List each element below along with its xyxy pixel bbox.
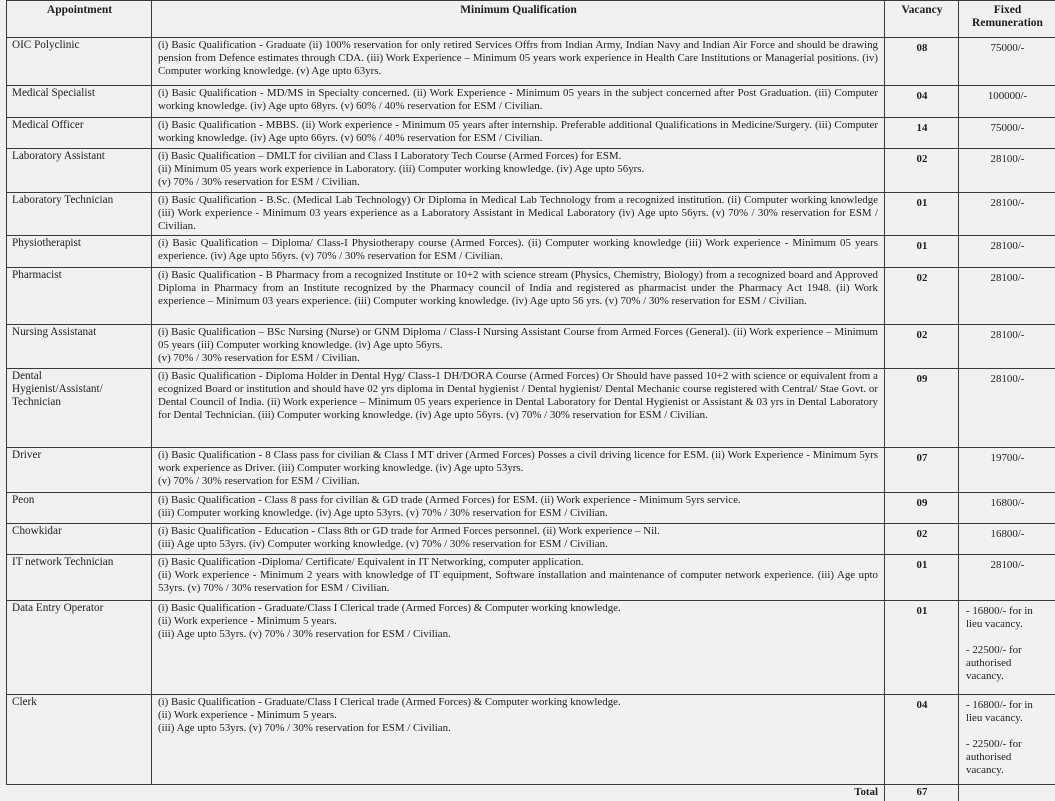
remuneration-cell: 28100/- (959, 149, 1055, 193)
appointment-cell: Nursing Assistanat (7, 325, 152, 369)
remuneration-cell: 16800/- (959, 493, 1055, 524)
remuneration-cell: - 16800/- for in lieu vacancy. - 22500/- for authorised vacancy. (959, 601, 1055, 695)
total-label: Total (7, 785, 885, 801)
vacancy-cell: 02 (885, 268, 959, 325)
table-row (7, 86, 1055, 118)
recruitment-table (6, 0, 1055, 801)
qualification-cell: (i) Basic Qualification - B.Sc. (Medical Lab Technology) Or Diploma in Medical Lab Technology from a recognized institution. (ii) Computer working knowledge (iii) Work experience - Minimum 03 years experience as a Laboratory Assistant in Medical Laboratory (iv) Age upto 56yrs. (v) 70% / 30% reservation for ESM / Civilian. (152, 193, 885, 236)
vacancy-cell: 01 (885, 555, 959, 601)
remuneration-cell: 28100/- (959, 193, 1055, 236)
remuneration-cell: 75000/- (959, 118, 1055, 149)
table-row (7, 149, 1055, 193)
vacancy-cell: 02 (885, 149, 959, 193)
appointment-cell: Medical Specialist (7, 86, 152, 118)
header-appointment: Appointment (7, 1, 152, 38)
qualification-cell: (i) Basic Qualification - Graduate/Class I Clerical trade (Armed Forces) & Computer working knowledge. (ii) Work experience - Minimum 5 years. (iii) Age upto 53yrs. (v) 70% / 30% reservation for ESM / Civilian. (152, 601, 885, 695)
qualification-cell: (i) Basic Qualification - Diploma Holder in Dental Hyg/ Class-1 DH/DORA Course (Armed Forces) Or Should have passed 10+2 with science or equivalent from a ecognized Board or institution and should have 02 yrs diploma in Dental hygienist / Dental hygienist/ Dental Mechanic course registered with Central/ Stae Govt. or Dental Council of India. (ii) Work experience – Minimum 05 years experience in Dental Laboratory for Dental Hygienist or Assistant & 03 yrs in Dental Laboratory for Dental Technician. (iii) Computer working knowledge. (iv) Age upto 56yrs. (v) 70% / 30% reservation for ESM / Civilian. (152, 369, 885, 448)
table-row (7, 369, 1055, 448)
table-row (7, 118, 1055, 149)
appointment-cell: Laboratory Technician (7, 193, 152, 236)
table-row (7, 524, 1055, 555)
remuneration-cell: 28100/- (959, 555, 1055, 601)
remuneration-cell: - 16800/- for in lieu vacancy. - 22500/- for authorised vacancy. (959, 695, 1055, 785)
vacancy-cell: 02 (885, 524, 959, 555)
vacancy-cell: 09 (885, 369, 959, 448)
appointment-cell: Physiotherapist (7, 236, 152, 268)
qualification-cell: (i) Basic Qualification - B Pharmacy from a recognized Institute or 10+2 with science stream (Physics, Chemistry, Biology) from a recognized board and Approved Diploma in Pharmacy from an Institute recognized by the Pharmacy council of India and registered as pharmacist under the Pharmacy Act 1948. (ii) Work experience – Minimum 03 years experience. (iii) Computer working knowledge. (iv) Age upto 56 yrs. (v) 70% / 30% reservation for ESM / Civilian. (152, 268, 885, 325)
qualification-cell: (i) Basic Qualification - MBBS. (ii) Work experience - Minimum 05 years after internship. Preferable additional Qualifications in Medicine/Surgery. (iii) Computer working knowledge. (iv) Age upto 66yrs. (v) 60% / 40% reservation for ESM / Civilian. (152, 118, 885, 149)
table-row (7, 601, 1055, 695)
appointment-cell: Data Entry Operator (7, 601, 152, 695)
qualification-cell: (i) Basic Qualification - Education - Class 8th or GD trade for Armed Forces personnel. (ii) Work experience – Nil. (iii) Age upto 53yrs. (iv) Computer working knowledge. (v) 70% / 30% reservation for ESM / Civilian. (152, 524, 885, 555)
table-row (7, 236, 1055, 268)
vacancy-cell: 01 (885, 193, 959, 236)
vacancy-cell: 14 (885, 118, 959, 149)
remuneration-cell: 100000/- (959, 86, 1055, 118)
vacancy-cell: 01 (885, 236, 959, 268)
qualification-cell: (i) Basic Qualification - Graduate (ii) 100% reservation for only retired Services Offrs from Indian Army, Indian Navy and Indian Air Force and should be drawing pension from Defence estimates through CDA. (iii) Work Experience – Minimum 05 years work experience in Health Care Institutions or Managerial positions. (iv) Computer working knowledge. (v) Age upto 63yrs. (152, 38, 885, 86)
vacancy-cell: 09 (885, 493, 959, 524)
vacancy-cell: 08 (885, 38, 959, 86)
remuneration-cell: 16800/- (959, 524, 1055, 555)
qualification-cell: (i) Basic Qualification - Class 8 pass for civilian & GD trade (Armed Forces) for ESM. (ii) Work experience - Minimum 5yrs service. (iii) Computer working knowledge. (iv) Age upto 53yrs. (v) 70% / 30% reservation for ESM / Civilian. (152, 493, 885, 524)
vacancy-cell: 07 (885, 448, 959, 493)
appointment-cell: Peon (7, 493, 152, 524)
header-row (7, 1, 1055, 38)
remuneration-cell: 28100/- (959, 325, 1055, 369)
header-vacancy: Vacancy (885, 1, 959, 38)
table-row (7, 555, 1055, 601)
appointment-cell: OIC Polyclinic (7, 38, 152, 86)
remuneration-cell: 28100/- (959, 236, 1055, 268)
appointment-cell: Dental Hygienist/Assistant/ Technician (7, 369, 152, 448)
table-row (7, 325, 1055, 369)
vacancy-cell: 02 (885, 325, 959, 369)
qualification-cell: (i) Basic Qualification – Diploma/ Class-I Physiotherapy course (Armed Forces). (ii) Computer working knowledge (iii) Work experience - Minimum 05 years experience. (iv) Age upto 56yrs. (v) 70% / 30% reservation for ESM / Civilian. (152, 236, 885, 268)
appointment-cell: Clerk (7, 695, 152, 785)
table-row (7, 493, 1055, 524)
appointment-cell: Laboratory Assistant (7, 149, 152, 193)
appointment-cell: Chowkidar (7, 524, 152, 555)
qualification-cell: (i) Basic Qualification - 8 Class pass for civilian & Class I MT driver (Armed Forces) Posses a civil driving licence for ESM. (ii) Work Experience - Minimum 5yrs work experience as Driver. (iii) Computer working knowledge. (iv) Age upto 53yrs. (v) 70% / 30% reservation for ESM / Civilian. (152, 448, 885, 493)
table-row (7, 268, 1055, 325)
qualification-cell: (i) Basic Qualification – BSc Nursing (Nurse) or GNM Diploma / Class-I Nursing Assistant Course from Armed Forces (General). (ii) Work experience – Minimum 05 years (iii) Computer working knowledge. (iv) Age upto 56yrs. (v) 70% / 30% reservation for ESM / Civilian. (152, 325, 885, 369)
table-row (7, 193, 1055, 236)
qualification-cell: (i) Basic Qualification - MD/MS in Specialty concerned. (ii) Work Experience - Minimum 05 years in the subject concerned after Post Graduation. (iii) Computer working knowledge. (iv) Age upto 68yrs. (v) 60% / 40% reservation for ESM / Civilian. (152, 86, 885, 118)
header-qualification: Minimum Qualification (152, 1, 885, 38)
appointment-cell: Medical Officer (7, 118, 152, 149)
remuneration-cell: 28100/- (959, 268, 1055, 325)
qualification-cell: (i) Basic Qualification - Graduate/Class I Clerical trade (Armed Forces) & Computer working knowledge. (ii) Work experience - Minimum 5 years. (iii) Age upto 53yrs. (v) 70% / 30% reservation for ESM / Civilian. (152, 695, 885, 785)
table-row (7, 38, 1055, 86)
qualification-cell: (i) Basic Qualification – DMLT for civilian and Class I Laboratory Tech Course (Armed Forces) for ESM. (ii) Minimum 05 years work experience in Laboratory. (iii) Computer working knowledge. (iv) Age upto 56yrs. (v) 70% / 30% reservation for ESM / Civilian. (152, 149, 885, 193)
table-row (7, 695, 1055, 785)
qualification-cell: (i) Basic Qualification -Diploma/ Certificate/ Equivalent in IT Networking, computer application. (ii) Work experience - Minimum 2 years with knowledge of IT equipment, Software installation and maintenance of computer network experience. (iii) Age upto 53yrs. (v) 70% / 30% reservation for ESM / Civilian. (152, 555, 885, 601)
appointment-cell: Driver (7, 448, 152, 493)
remuneration-cell: 28100/- (959, 369, 1055, 448)
vacancy-cell: 01 (885, 601, 959, 695)
vacancy-cell: 04 (885, 86, 959, 118)
appointment-cell: Pharmacist (7, 268, 152, 325)
total-row (7, 785, 1055, 801)
header-remuneration: Fixed Remuneration (959, 1, 1055, 38)
total-remuneration-cell (959, 785, 1055, 801)
remuneration-cell: 19700/- (959, 448, 1055, 493)
total-value: 67 (885, 785, 959, 801)
vacancy-cell: 04 (885, 695, 959, 785)
table-row (7, 448, 1055, 493)
remuneration-cell: 75000/- (959, 38, 1055, 86)
appointment-cell: IT network Technician (7, 555, 152, 601)
